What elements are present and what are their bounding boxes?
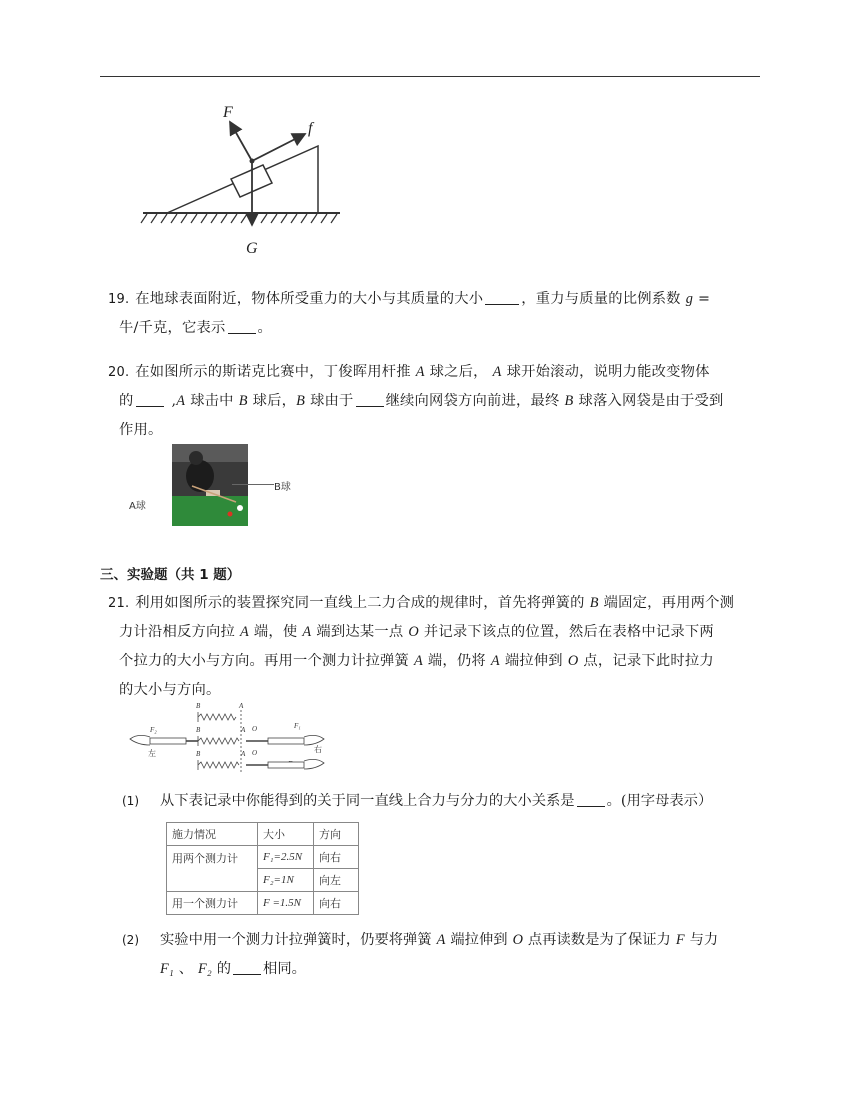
table-cell: 向右 <box>314 892 359 915</box>
spring-apparatus-diagram <box>128 700 328 776</box>
table-row <box>167 892 359 915</box>
table-cell: 用两个测力计 <box>167 846 258 892</box>
svg-text:O: O <box>252 725 258 733</box>
answer-blank[interactable] <box>485 290 519 305</box>
svg-text:O: O <box>252 749 258 757</box>
table-header-cell: 方向 <box>314 823 359 846</box>
header-rule <box>100 76 760 77</box>
table-cell: 用一个测力计 <box>167 892 258 915</box>
force-label-f: f <box>308 120 313 137</box>
force-label-F: F <box>223 104 233 121</box>
table-cell: F₁=2.5N <box>258 846 314 869</box>
table-cell: 向右 <box>314 846 359 869</box>
table-cell: F =1.5N <box>258 892 314 915</box>
question-19: 19. 在地球表面附近，物体所受重力的大小与其质量的大小 ，重力与质量的比例系数 g = 牛/千克，它表示 。 <box>108 291 711 336</box>
image-label-a-ball: A球 <box>129 501 146 512</box>
answer-blank[interactable] <box>233 960 261 975</box>
svg-text:A: A <box>241 726 246 734</box>
table-row <box>167 846 359 869</box>
question-20: 20. 在如图所示的斯诺克比赛中，丁俊晖用杆推 A 球之后， A 球开始滚动，说明力能改变物体 的 ,A 球击中 B 球后，B 球由于 继续向网袋方向前进，最终 B 球落入网袋是由于受到 作用。 <box>108 364 724 438</box>
svg-text:B: B <box>196 750 201 758</box>
incline-force-diagram <box>135 95 350 260</box>
svg-text:左: 左 <box>148 749 156 758</box>
svg-text:F₁: F₁ <box>294 722 301 730</box>
table-cell: 向左 <box>314 869 359 892</box>
svg-text:F₂: F₂ <box>150 726 157 734</box>
table-header-cell: 大小 <box>258 823 314 846</box>
table-cell: F₂=1N <box>258 869 314 892</box>
svg-text:A: A <box>241 750 246 758</box>
image-pointer-line <box>232 484 274 485</box>
question-21: 21. 利用如图所示的装置探究同一直线上二力合成的规律时，首先将弹簧的 B 端固定，再用两个测 力计沿相反方向拉 A 端，使 A 端到达某一点 O 并记录下该点的位置，然后在表格中记录下两 个拉力的大小与方向。再用一个测力计拉弹簧 A 端，仍将 A 端拉伸到 O 点，记录下此时拉力 的大小与方向。 <box>108 595 735 698</box>
svg-text:B: B <box>196 726 201 734</box>
svg-text:A: A <box>239 702 244 710</box>
answer-blank[interactable] <box>356 392 384 407</box>
table-header-cell: 施力情况 <box>167 823 258 846</box>
table-header-row <box>167 823 359 846</box>
svg-text:右: 右 <box>314 745 322 754</box>
section-title: 三、实验题（共 1 题） <box>100 567 241 583</box>
svg-text:B: B <box>196 702 201 710</box>
answer-blank[interactable] <box>228 319 256 334</box>
image-label-b-ball: B球 <box>274 482 291 493</box>
snooker-photo <box>172 444 248 526</box>
answer-blank[interactable] <box>136 392 164 407</box>
force-label-G: G <box>246 240 258 257</box>
record-table <box>166 822 359 915</box>
answer-blank[interactable] <box>577 792 605 807</box>
